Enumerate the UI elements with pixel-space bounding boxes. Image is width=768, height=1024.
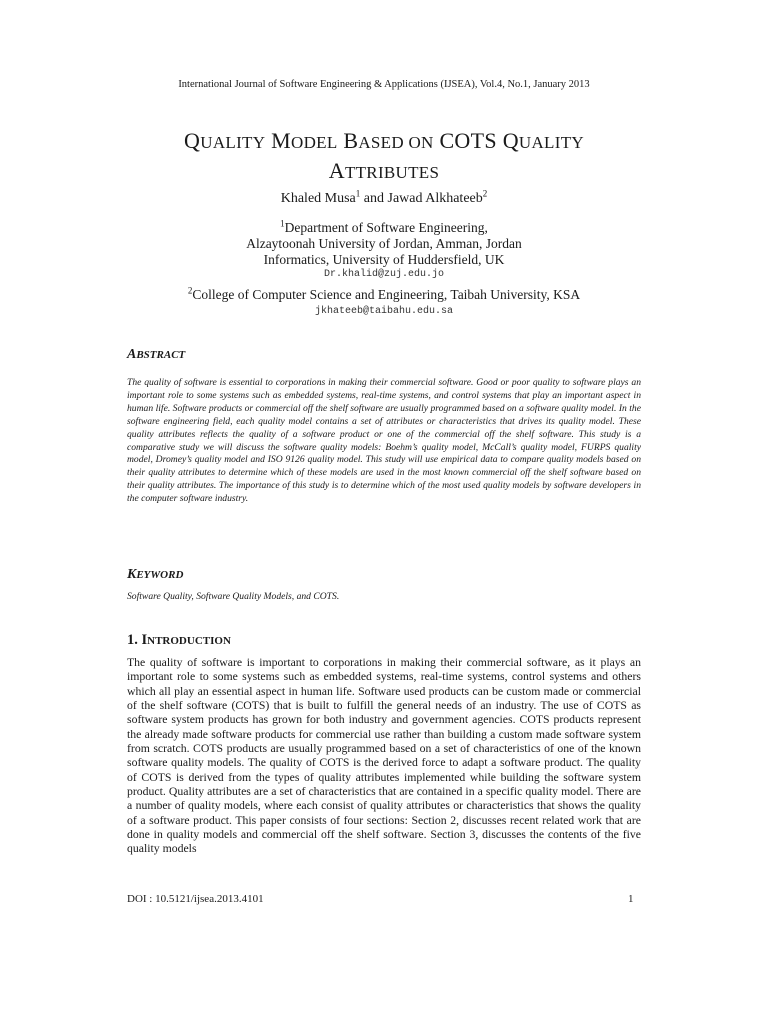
affiliation-1: $^1$Department of Software Engineering, Alzaytoonah University of Jordan, Amman, Jordan Informatics, University of Huddersfield, UK Dr.khalid@zuj.edu.jo — [0, 220, 768, 282]
introduction-heading: 1. INTRODUCTION — [127, 632, 231, 648]
footer-doi: DOI : 10.5121/ijsea.2013.4101 — [127, 893, 264, 905]
title-line-2: ATTRIBUTES — [328, 158, 440, 183]
title-line-1: QUALITY MODEL BASED ON COTS QUALITY — [184, 128, 584, 153]
keyword-text: Software Quality, Software Quality Models, and COTS. — [127, 591, 340, 602]
author-1: Khaled Musa — [280, 191, 356, 206]
abstract-heading: ABSTRACT — [127, 347, 186, 362]
page-number: 1 — [628, 893, 634, 905]
author-2: and Jawad Alkhateeb — [363, 191, 483, 206]
affiliation-2: $^2$College of Computer Science and Engineering, Taibah University, KSA — [187, 285, 581, 302]
journal-header: International Journal of Software Engineering & Applications (IJSEA), Vol.4, No.1, January 2013 — [178, 79, 590, 90]
introduction-text: The quality of software is important to corporations in making their commercial software, as it plays an important role to some systems such as embedded systems, real-time systems, control systems and others which all play an essential aspect in human life. Software used products can be custom made or commercial of the shelf software (COTS) that is built to fulfill the general needs of an industry. The use of COTS as software system products has grown for both industry and government agencies. COTS products represent the already made software products for commercial use rather than building a custom made software system from scratch. COTS products are usually programmed based on a set of characteristics of one of the known software quality models. The quality of COTS is the derived force to adapt a software product. The quality of COTS is derived from the types of quality attributes implemented while building the software system product. Quality attributes are a set of characteristics that are contained in a specific quality model. There are a number of quality models, where each consist of quality attributes or characteristics that shows the quality of a software product. This paper consists of four sections: Section 2, discusses recent related work that are done in quality models and commercial off the shelf software. Section 3, discusses the contents of the five quality models — [127, 656, 641, 856]
keyword-heading: KEYWORD — [127, 567, 184, 582]
paper-title — [0, 127, 768, 187]
email-2: jkhateeb@taibahu.edu.sa — [314, 306, 454, 317]
abstract-text: The quality of software is essential to corporations in making their commercial software. Good or poor quality to software plays an important role to some systems such as embedded systems, real-time systems, and control systems that play an important aspect in human life. Software products or commercial off the shelf software are usually programmed based on a software quality model. In the software engineering field, each quality model contains a set of attributes or characteristics that drives its quality model. These quality attributes reflects the quality of a software product or one of the commercial off the shelf software. This study is a comparative study we will discuss the software quality models: Boehm’s quality model, McCall’s quality model, FURPS quality model, Dromey’s quality model and ISO 9126 quality model. This study will use empirical data to compare quality models based on their quality attributes to determine which of these models are used in the most known commercial off the shelf software based on their quality attributes. The importance of this study is to determine which of the most used quality models by software developers in the computer software industry. — [127, 377, 641, 505]
email-1: Dr.khalid@zuj.edu.jo — [323, 269, 445, 280]
authors-line: Khaled Musa$^1$ and Jawad Alkhateeb$^2$ — [280, 188, 488, 206]
